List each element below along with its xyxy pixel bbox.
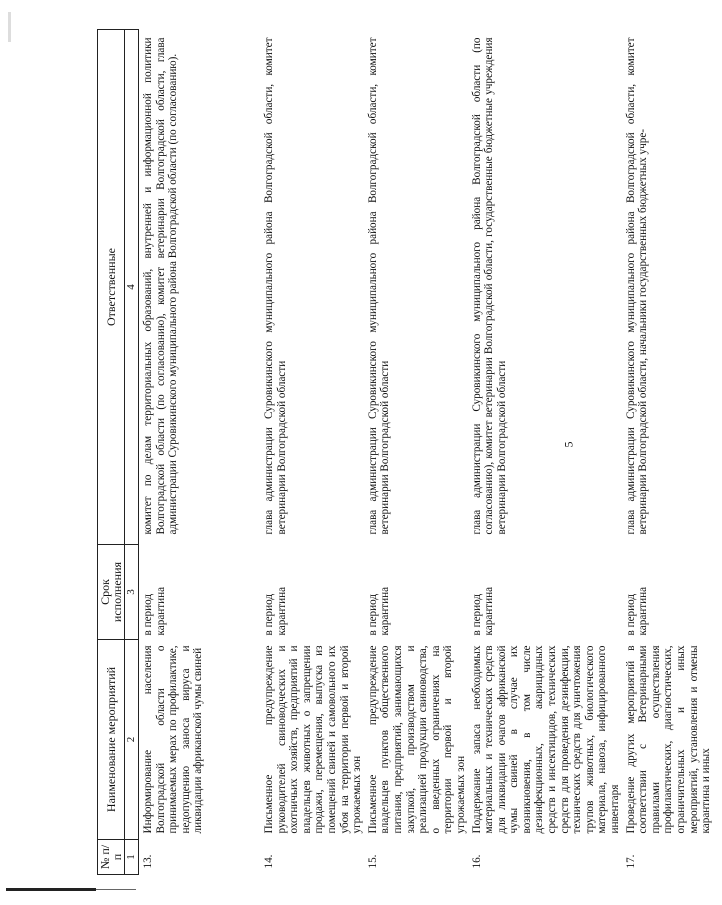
header-num: № п/п xyxy=(98,840,125,875)
table-row xyxy=(260,30,364,875)
measure-responsible: глава администрации Суровикинского муниципального района Волгоградской области, комитет ветеринарии Волгоградской области xyxy=(263,37,288,535)
scan-artifact xyxy=(96,889,136,890)
table-row xyxy=(622,30,722,875)
measure-responsible: глава администрации Суровикинского муниципального района Волгоградской области, комитет ветеринарии Волгоградской области xyxy=(366,37,392,535)
row-number: 16. xyxy=(470,854,483,869)
measure-name: Письменное предупреждение руководителей свиноводческих и охотничьих хозяйств, предприятий и владельцев животных о запрещении продажи, перемещения, выпуска из помещений свиней и самовольного их убоя на территории первой и второй угрожаемых зон xyxy=(263,645,364,834)
column-index: 1 xyxy=(125,840,139,875)
column-index: 2 xyxy=(125,640,139,840)
measure-term: в период карантина xyxy=(142,586,167,636)
row-number: 14. xyxy=(263,854,275,869)
document-sheet xyxy=(97,30,713,875)
measure-name: Информирование населения Волгоградской области о принимаемых мерах по профилактике, недопущению заноса вируса и ликвидации африканской чумы свиней xyxy=(142,645,205,834)
header-term: Срок исполнения xyxy=(98,545,125,640)
page-number: 5 xyxy=(561,441,576,448)
measure-name: Поддержание запаса необходимых материальных и технических средств для ликвидации очагов африканской чумы свиней в случае их возникновения, в том числе дезинфекционных, акарицидных средств и инсектицидов, технических средств для проведения дезинфекции, технических средств для уничтожения трупов животных, биологического материала, навоза, инфицированного инвентаря xyxy=(470,645,622,834)
table-row xyxy=(468,30,622,875)
row-number: 13. xyxy=(142,854,154,869)
table-row xyxy=(364,30,468,875)
measure-term: в период карантина xyxy=(470,586,496,636)
rotated-content xyxy=(97,30,713,875)
measures-table xyxy=(97,29,722,875)
scan-artifact xyxy=(8,12,11,42)
scan-artifact xyxy=(6,888,96,891)
row-number: 15. xyxy=(366,854,379,869)
measure-term: в период карантина xyxy=(366,586,392,636)
measure-term: в период карантина xyxy=(263,586,288,636)
column-index: 3 xyxy=(125,545,139,640)
measure-responsible: комитет по делам территориальных образований, внутренней и информационной политики Волгоградской области (по согласованию), комитет ветеринарии Волгоградской области, глава администрации Суровикинского муниципального района Волгоградской области (по согласованию). xyxy=(142,37,180,535)
measure-responsible: глава администрации Суровикинского муниципального района Волгоградской области, комитет ветеринарии Волгоградской области, начальники государственных бюджетных учре- xyxy=(624,37,650,535)
measure-name: Письменное предупреждение владельцев пунктов общественного питания, предприятий, занимающихся закупкой, производством и реализацией продукции свиноводства, о введенных ограничениях на территории первой и второй угрожаемых зон xyxy=(366,645,467,834)
column-index: 4 xyxy=(125,30,139,545)
table-row xyxy=(139,30,261,875)
measure-term: в период карантина xyxy=(624,586,650,636)
header-name: Наименование мероприятий xyxy=(98,640,125,840)
header-responsible: Ответственные xyxy=(98,30,125,545)
measure-responsible: глава администрации Суровикинского муниципального района Волгоградской области (по согласованию), комитет ветеринарии Волгоградской области, государственные бюджетные учреждения ветеринарии Волгоградской области xyxy=(470,37,508,535)
measure-name: Проведение других мероприятий в соответствии с Ветеринарными правилами осуществления профилактических, диагностических, ограничительных и иных мероприятий, установления и отмены карантина и иных xyxy=(624,645,713,834)
row-number: 17. xyxy=(624,854,637,869)
